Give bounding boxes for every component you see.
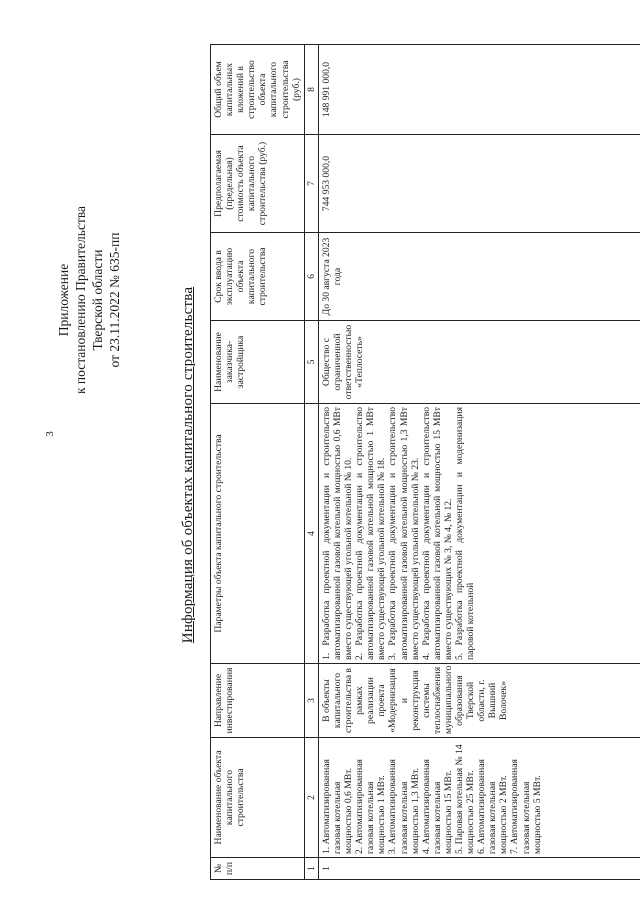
customer-cell: Общество с ограниченной ответственностью «Теплосеть» bbox=[318, 321, 640, 404]
header-total-investment: Общий объем капитальных вложений в строительство объекта капитального строительства (руб.) bbox=[211, 45, 305, 135]
column-number-row bbox=[304, 45, 318, 880]
estimated-cost-cell: 744 953 000,0 bbox=[318, 135, 640, 233]
rotated-page-content bbox=[45, 45, 627, 885]
column-number: 7 bbox=[304, 135, 318, 233]
appendix-line-1: Приложение bbox=[56, 263, 71, 337]
header-object-name: Наименование объекта капитального строительства bbox=[211, 738, 305, 858]
appendix-line-2: к постановлению Правительства bbox=[73, 205, 88, 395]
page-number: 3 bbox=[44, 431, 56, 437]
appendix-line-4: от 23.11.2022 № 635-пп bbox=[107, 232, 122, 368]
parameter-item: 4. Разработка проектной документации и строительство автоматизированной газовой котельной мощностью 15 МВт вместо существующих № 3, № 4, № 12. bbox=[420, 407, 454, 660]
column-number: 4 bbox=[304, 404, 318, 664]
object-names-cell bbox=[318, 738, 640, 858]
appendix-block bbox=[55, 110, 123, 490]
column-number: 5 bbox=[304, 321, 318, 404]
object-name-item: 2. Автоматизированная газовая котельная мощностью 1 МВт. bbox=[354, 759, 388, 854]
column-number: 2 bbox=[304, 738, 318, 858]
row-number: 1 bbox=[318, 858, 640, 880]
object-name-item: 7. Автоматизированная газовая котельная мощностью 5 МВт. bbox=[509, 759, 543, 854]
parameters-cell bbox=[318, 404, 640, 664]
capital-construction-table bbox=[210, 44, 640, 880]
object-name-item: 4. Автоматизированная газовая котельная мощностью 15 МВт. bbox=[420, 759, 454, 854]
object-name-item: 5. Паровая котельная № 14 мощностью 25 МВт. bbox=[453, 744, 477, 854]
parameter-item: 1. Разработка проектной документации и строительство автоматизированной газовой котельной мощностью 0,6 МВт вместо существующей угольной котельной № 10. bbox=[320, 407, 355, 660]
investment-direction-cell: В объекты капитального строительства в рамках реализации проекта «Модернизация и реконструкция системы теплоснабжения муниципального образования Тверской области, г. Вышний Волочек» bbox=[318, 664, 640, 738]
total-investment-cell: 148 991 000,0 bbox=[318, 45, 640, 135]
document-title: Информация об объектах капитального строительства bbox=[180, 286, 196, 644]
column-number: 8 bbox=[304, 45, 318, 135]
parameter-item: 2. Разработка проектной документации и строительство автоматизированной газовой котельной мощностью 1 МВт вместо существующей угольной котельной № 18. bbox=[354, 407, 388, 660]
object-name-item: 3. Автоматизированная газовая котельная мощностью 1,3 МВт. bbox=[387, 759, 421, 854]
header-parameters: Параметры объекта капитального строительства bbox=[211, 404, 305, 664]
parameter-item: 3. Разработка проектной документации и строительство автоматизированной газовой котельной мощностью 1,3 МВт вместо существующей угольной котельной № 23. bbox=[387, 407, 421, 660]
deadline-cell: До 30 августа 2023 года bbox=[318, 233, 640, 321]
parameter-item: 5. Разработка проектной документации и модернизация паровой котельной bbox=[453, 407, 477, 660]
appendix-line-3: Тверской области bbox=[90, 249, 105, 351]
table-row bbox=[318, 45, 640, 880]
column-number: 6 bbox=[304, 233, 318, 321]
header-estimated-cost: Предполагаемая (предельная) стоимость объекта капитального строительства (руб.) bbox=[211, 135, 305, 233]
header-direction: Направление инвестирования bbox=[211, 664, 305, 738]
object-name-item: 1. Автоматизированная газовая котельная мощностью 0,6 МВт. bbox=[320, 759, 355, 854]
header-number: № п/п bbox=[211, 858, 305, 880]
column-number: 1 bbox=[304, 858, 318, 880]
column-number: 3 bbox=[304, 664, 318, 738]
header-customer: Наименование заказчика-застройщика bbox=[211, 321, 305, 404]
header-deadline: Срок ввода в эксплуатацию объекта капитального строительства bbox=[211, 233, 305, 321]
object-name-item: 6. Автоматизированная газовая котельная мощностью 2 МВт. bbox=[476, 759, 510, 854]
table-header-row bbox=[211, 45, 305, 880]
